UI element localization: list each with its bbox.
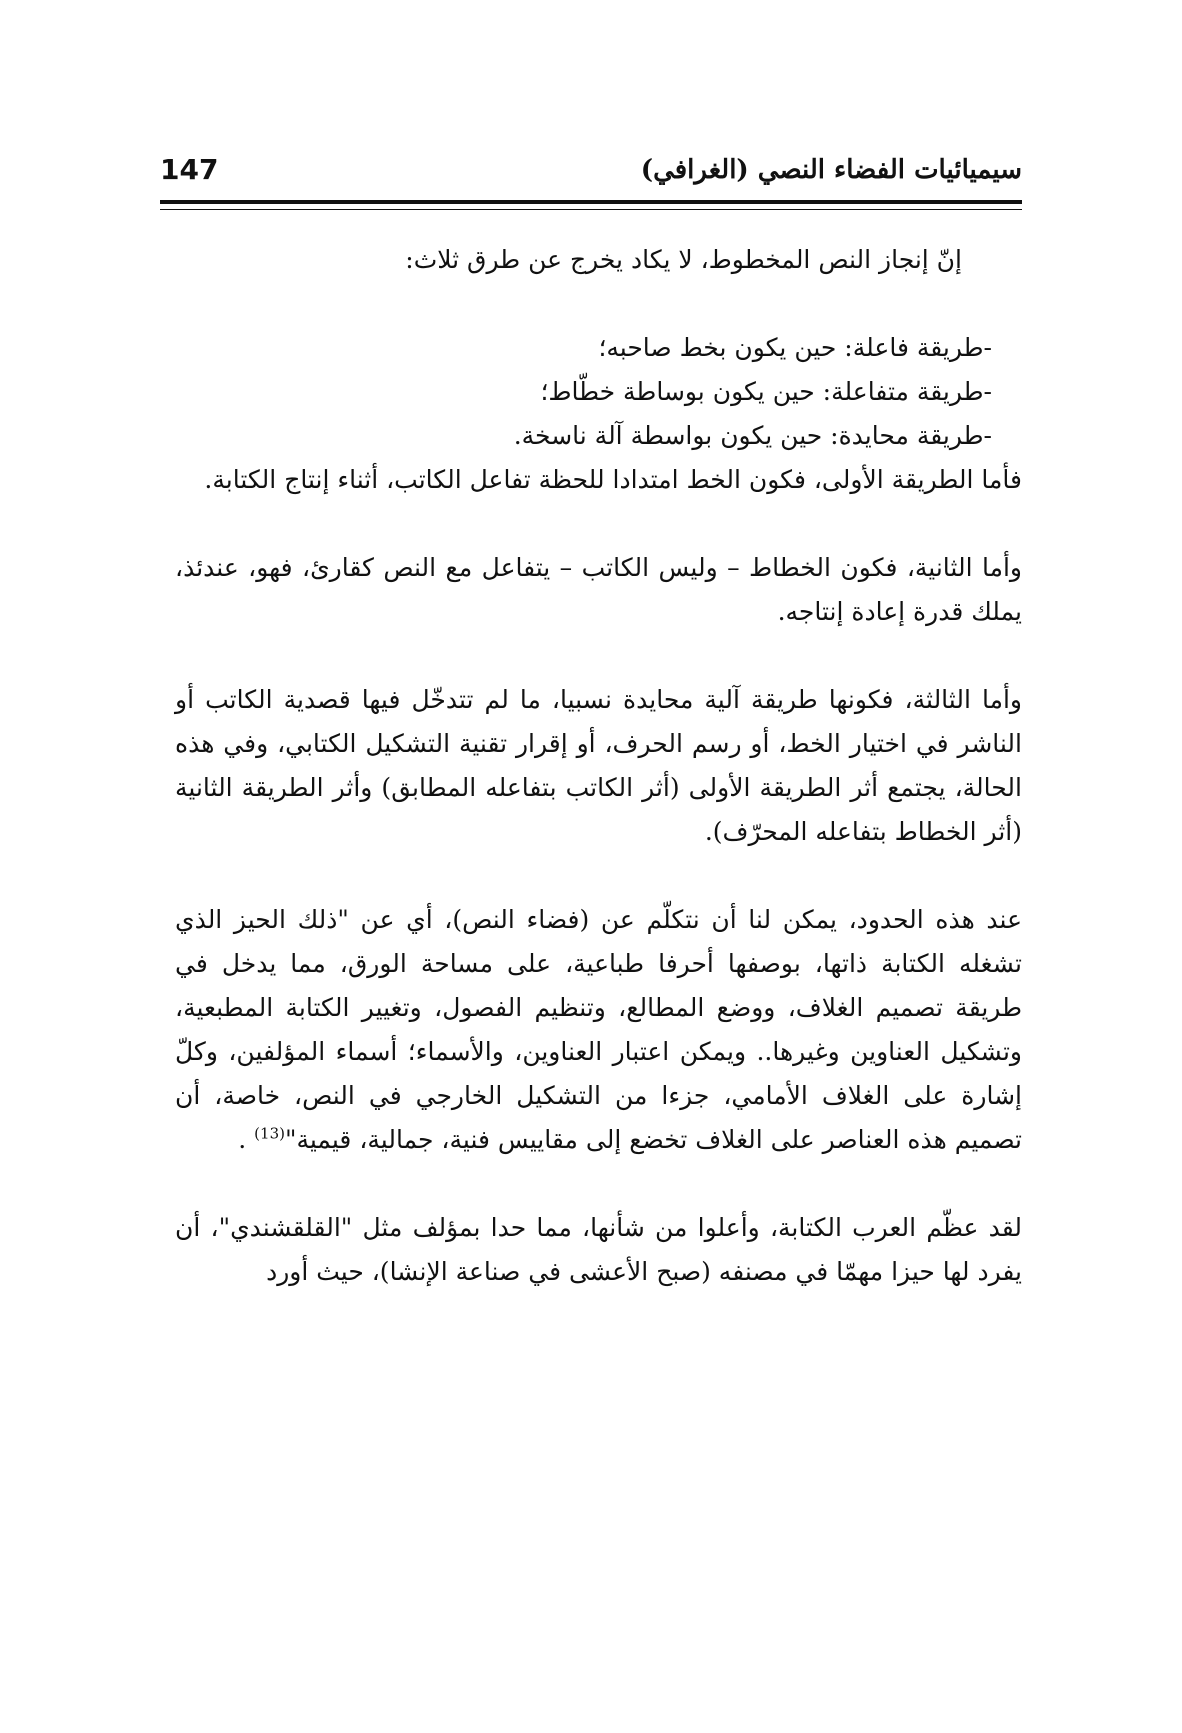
paragraph-text-space <box>175 898 1022 1162</box>
page-header <box>160 150 1022 194</box>
list-item-active: -طريقة فاعلة: حين يكون بخط صاحبه؛ <box>598 333 992 362</box>
footnote-reference: (13) <box>254 1124 285 1143</box>
paragraph-third-method: وأما الثالثة، فكونها طريقة آلية محايدة نسبيا، ما لم تتدخّل فيها قصدية الكاتب أو الناشر في اختيار الخط، أو رسم الحرف، أو إقرار تقنية التشكيل الكتابي، وفي هذه الحالة، يجتمع أثر الطريقة الأولى (أثر الكاتب بتفاعله المطابق) وأثر الطريقة الثانية (أثر الخطاط بتفاعله المحرّف). <box>175 685 1022 846</box>
paragraph-arab-writing: لقد عظّم العرب الكتابة، وأعلوا من شأنها، مما حدا بمؤلف مثل "القلقشندي"، أن يفرد لها حيزا مهمّا في مصنفه (صبح الأعشى في صناعة الإنشا)، حيث أورد <box>175 1213 1022 1286</box>
intro-sentence: إنّ إنجاز النص المخطوط، لا يكاد يخرج عن طرق ثلاث: <box>405 245 962 274</box>
header-rule-thick <box>160 200 1022 204</box>
paragraph-second-method: وأما الثانية، فكون الخطاط – وليس الكاتب – يتفاعل مع النص كقارئ، فهو، عندئذ، يملك قدرة إعادة إنتاجه. <box>175 553 1022 626</box>
quote-text: عند هذه الحدود، يمكن لنا أن نتكلّم عن (فضاء النص)، أي عن "ذلك الحيز الذي تشغله الكتابة ذاتها، بوصفها أحرفا طباعية، على مساحة الورق، مما يدخل في طريقة تصميم الغلاف، ووضع المطالع، وتنظيم الفصول، وتغيير الكتابة المطبعية، وتشكيل العناوين وغيرها.. ويمكن اعتبار العناوين، والأسماء؛ أسماء المؤلفين، وكلّ إشارة على الغلاف الأمامي، جزءا من التشكيل الخارجي في النص، خاصة، أن تصميم هذه العناصر على الغلاف تخضع إلى مقاييس فنية، جمالية، قيمية" <box>175 905 1022 1154</box>
running-title: سيميائيات الفضاء النصي (الغرافي) <box>640 155 1022 185</box>
body-text <box>175 238 1022 1294</box>
paragraph-first-method: فأما الطريقة الأولى، فكون الخط امتدادا للحظة تفاعل الكاتب، أثناء إنتاج الكتابة. <box>204 465 1022 494</box>
page-number: 147 <box>160 153 219 186</box>
list-item-interactive: -طريقة متفاعلة: حين يكون بوساطة خطّاط؛ <box>540 377 992 406</box>
quote-end: . <box>238 1125 255 1154</box>
list-item-neutral: -طريقة محايدة: حين يكون بواسطة آلة ناسخة. <box>513 421 992 450</box>
header-rule-thin <box>160 209 1022 210</box>
